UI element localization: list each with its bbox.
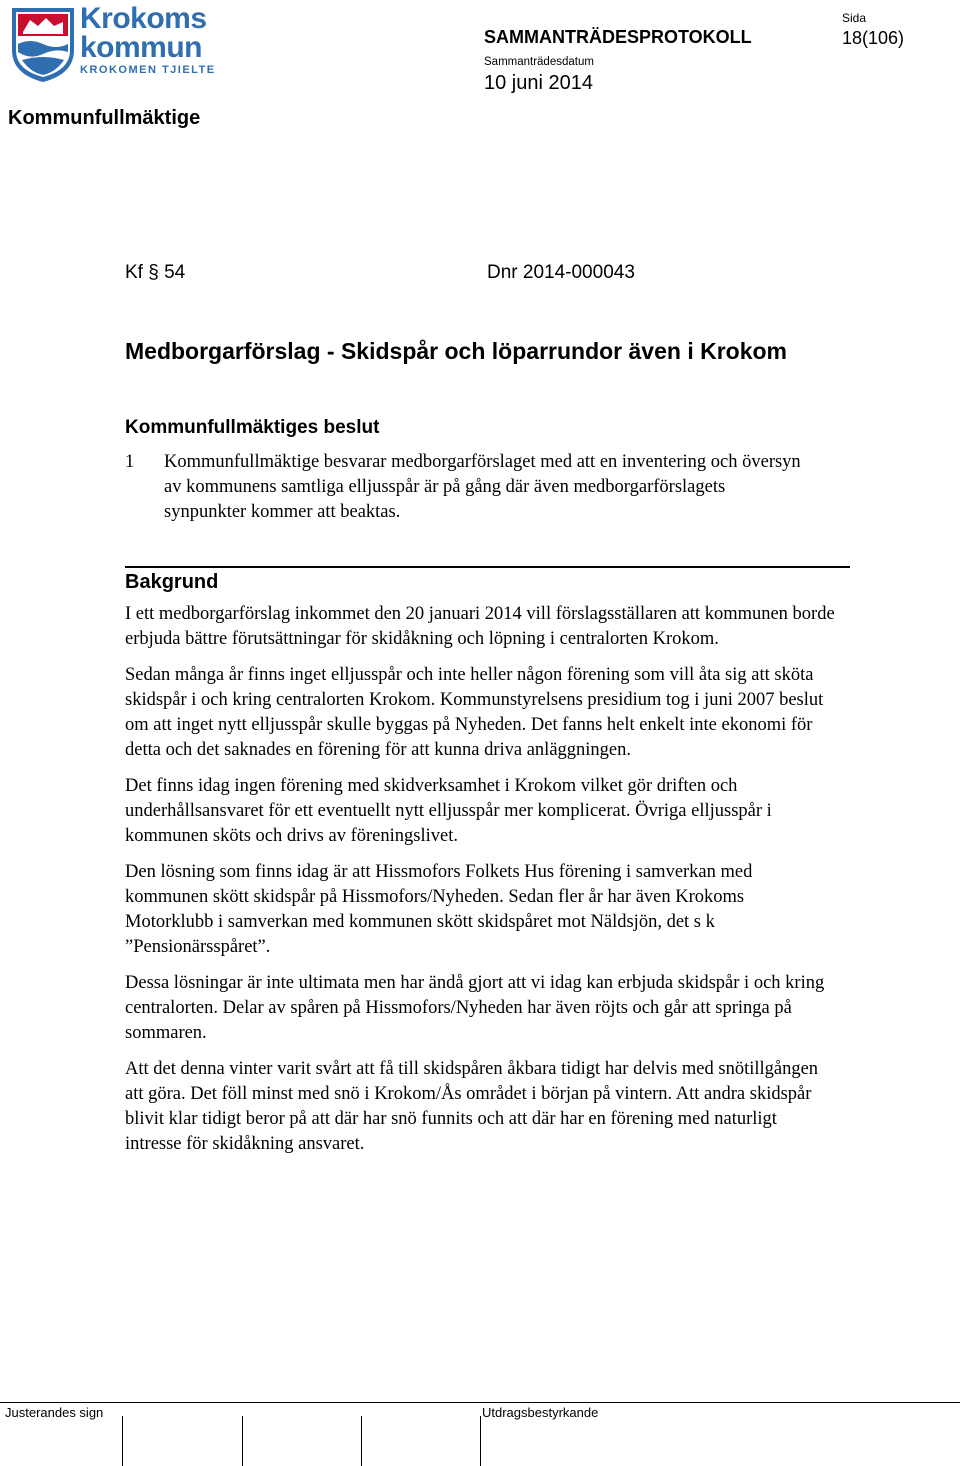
background-paragraph: Dessa lösningar är inte ultimata men har ändå gjort att vi idag kan erbjuda skidspår i och kring centralorten. Delar av spåren på Hissmofors/Nyheden har även röjts och går att springa på sommaren. bbox=[125, 973, 825, 1043]
org-name bbox=[80, 4, 207, 62]
background-paragraphs bbox=[125, 602, 835, 1168]
page-title: Medborgarförslag - Skidspår och löparrundor även i Krokom bbox=[125, 338, 788, 364]
meeting-date: 10 juni 2014 bbox=[484, 72, 593, 94]
signature-box-divider bbox=[480, 1416, 481, 1466]
background-heading: Bakgrund bbox=[125, 571, 219, 593]
document-type: SAMMANTRÄDESPROTOKOLL bbox=[484, 27, 752, 47]
decision-item-number: 1 bbox=[125, 452, 135, 472]
background-paragraph: Att det denna vinter varit svårt att få till skidspåren åkbara tidigt har delvis med snötillgången att göra. Det föll minst med snö i Krokom/Ås området i början på vintern. Att andra skidspår blivit klar tidigt beror på att där har snö funnits och att där har en förening med naturligt intresse för skidåkning ansvaret. bbox=[125, 1059, 819, 1154]
utdragsbestyrkande-label: Utdragsbestyrkande bbox=[482, 1405, 599, 1420]
signature-box-divider bbox=[242, 1416, 243, 1466]
section-divider bbox=[125, 566, 850, 568]
background-paragraph: Sedan många år finns inget elljusspår och inte heller någon förening som vill åta sig att sköta skidspår i och kring centralorten Krokom. Kommunstyrelsens presidium tog i juni 2007 beslut om att inget nytt elljusspår skulle byggas på Nyheden. Det fanns helt enkelt inte ekonomi för detta och det saknades en förening för att kunna driva anläggningen. bbox=[125, 665, 824, 760]
footer-rule bbox=[0, 1402, 960, 1403]
background-paragraph: I ett medborgarförslag inkommet den 20 januari 2014 vill förslagsställaren att kommunen borde erbjuda bättre förutsättningar för skidåkning och löpning i centralorten Krokom. bbox=[125, 604, 835, 649]
governing-body-name: Kommunfullmäktige bbox=[8, 107, 201, 129]
org-name-line2: kommun bbox=[80, 31, 203, 64]
decision-heading: Kommunfullmäktiges beslut bbox=[125, 417, 380, 438]
org-name-line1: Krokoms bbox=[80, 2, 207, 35]
case-id: Kf § 54 bbox=[125, 262, 186, 283]
decision-item-text: Kommunfullmäktige besvarar medborgarförslaget med att en inventering och översyn av kommunens samtliga elljusspår är på gång där även medborgarförslagets synpunkter kommer att beaktas. bbox=[164, 452, 801, 522]
page-number: 18(106) bbox=[842, 28, 905, 48]
page-label: Sida bbox=[842, 11, 867, 25]
org-subtitle: KROKOMEN TJIELTE bbox=[80, 64, 216, 76]
justerandes-sign-label: Justerandes sign bbox=[5, 1405, 104, 1420]
background-paragraph: Den lösning som finns idag är att Hissmofors Folkets Hus förening i samverkan med kommunen skött skidspår på Hissmofors/Nyheden. Sedan fler år har även Krokoms Motorklubb i samverkan med kommunen skött skidspåret mot Näldsjön, det s k ”Pensionärsspåret”. bbox=[125, 862, 753, 957]
diary-number: Dnr 2014-000043 bbox=[487, 262, 635, 283]
coat-of-arms-icon bbox=[8, 4, 78, 84]
meeting-date-label: Sammanträdesdatum bbox=[484, 56, 594, 68]
signature-footer bbox=[0, 1402, 960, 1466]
signature-box-divider bbox=[122, 1416, 123, 1466]
background-paragraph: Det finns idag ingen förening med skidverksamhet i Krokom vilket gör driften och underhållsansvaret för ett eventuellt nytt elljusspår mer komplicerat. Övriga elljusspår i kommunen sköts och drivs av föreningslivet. bbox=[125, 776, 772, 846]
signature-box-divider bbox=[361, 1416, 362, 1466]
